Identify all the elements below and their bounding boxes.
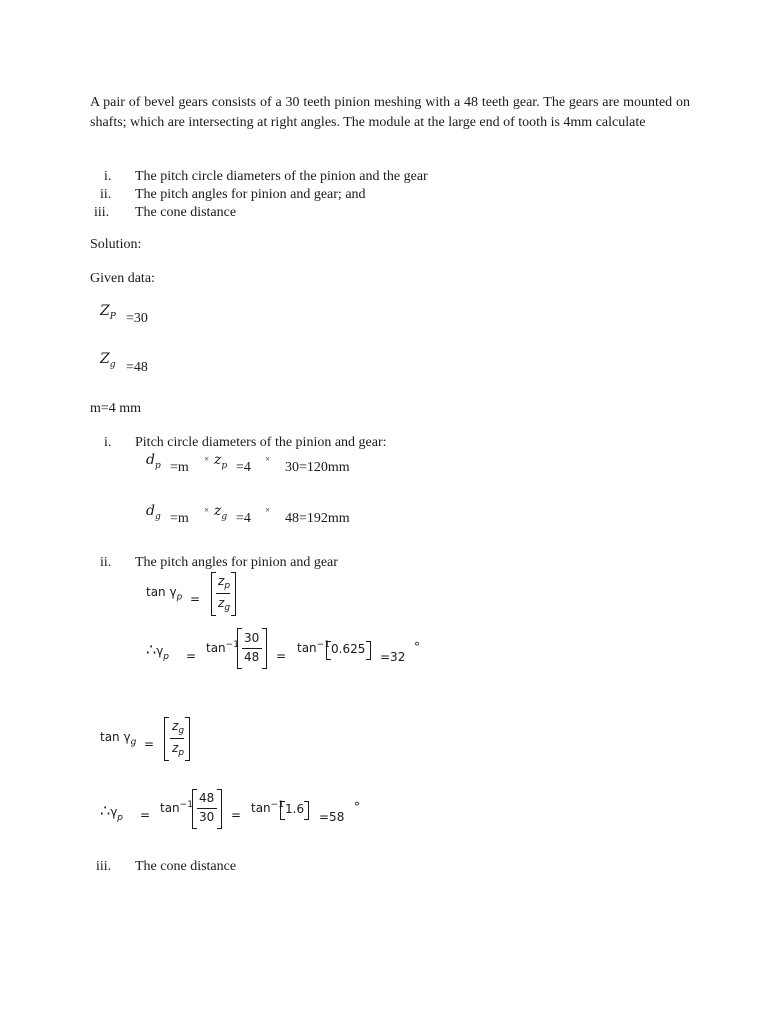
therefore-gamma-p: $\therefore\gamma_p$ bbox=[146, 640, 170, 662]
fraction-line bbox=[242, 648, 262, 649]
given-label: Given data: bbox=[90, 271, 155, 286]
module-value: m=4 mm bbox=[90, 401, 142, 416]
tan-inv-4: $\tan^{-1}$ bbox=[251, 800, 284, 815]
bracket-value-2: 1.6 bbox=[285, 802, 305, 816]
dg-times: × bbox=[204, 505, 210, 515]
frac-zp-num: $z_p$ bbox=[218, 574, 231, 591]
dp-times2: × bbox=[265, 454, 271, 464]
fraction-line bbox=[216, 593, 230, 594]
dp-eq2: =4 bbox=[236, 460, 251, 475]
left-bracket bbox=[211, 572, 216, 616]
therefore-gamma-p-2: $\therefore\gamma_p$ bbox=[100, 801, 124, 823]
part1-number: i. bbox=[104, 435, 112, 450]
dp-eq: =m bbox=[170, 460, 189, 475]
dp-symbol: $d_p$ bbox=[146, 452, 161, 471]
frac2-numerator: 48 bbox=[199, 791, 215, 805]
eq-6: = bbox=[231, 808, 242, 822]
result-gamma-g: =58 bbox=[319, 810, 345, 824]
dp-times: × bbox=[204, 454, 210, 464]
list-number-2: ii. bbox=[100, 187, 112, 202]
eq-4: = bbox=[144, 737, 155, 751]
frac-zg-num: $z_g$ bbox=[172, 719, 185, 736]
zp-value: =30 bbox=[126, 311, 148, 326]
dg-eq: =m bbox=[170, 511, 189, 526]
tan-inv-1: $\tan^{-1}$ bbox=[206, 640, 239, 655]
right-bracket bbox=[185, 717, 190, 761]
degree-symbol: ° bbox=[414, 640, 420, 654]
dp-result: 30=120mm bbox=[285, 460, 350, 475]
eq-3: = bbox=[276, 649, 287, 663]
part2-title: The pitch angles for pinion and gear bbox=[135, 555, 338, 570]
eq-1: = bbox=[190, 592, 201, 606]
left-bracket bbox=[164, 717, 169, 761]
zp-subscript: P bbox=[109, 311, 116, 322]
tan-inv-2: $\tan^{-1}$ bbox=[297, 640, 330, 655]
tan-inv-3: $\tan^{-1}$ bbox=[160, 800, 193, 815]
result-gamma-p: =32 bbox=[380, 650, 406, 664]
left-bracket bbox=[192, 789, 197, 829]
dg-symbol: $d_g$ bbox=[146, 503, 161, 522]
part2-number: ii. bbox=[100, 555, 112, 570]
part3-title: The cone distance bbox=[135, 859, 237, 874]
eq-2: = bbox=[186, 649, 197, 663]
right-bracket bbox=[304, 801, 309, 820]
given-zp bbox=[100, 303, 116, 322]
dg-times2: × bbox=[265, 505, 271, 515]
tan-gamma-p-label: $\tan \gamma_p$ bbox=[146, 585, 183, 603]
fraction-line bbox=[197, 808, 217, 809]
frac-zg-den: $z_g$ bbox=[218, 596, 231, 613]
given-zg bbox=[100, 351, 116, 370]
dg-z: $z_g$ bbox=[214, 503, 228, 522]
solution-label: Solution: bbox=[90, 237, 142, 252]
right-bracket bbox=[366, 641, 371, 660]
list-item-3: The cone distance bbox=[135, 205, 237, 220]
dg-eq2: =4 bbox=[236, 511, 251, 526]
right-bracket bbox=[231, 572, 236, 616]
zg-symbol: Z bbox=[100, 351, 110, 367]
frac-zp-den: $z_p$ bbox=[172, 741, 185, 758]
tan-gamma-g-label: $\tan \gamma_g$ bbox=[100, 730, 137, 748]
list-item-1: The pitch circle diameters of the pinion and the gear bbox=[135, 169, 428, 184]
zp-symbol: Z bbox=[100, 303, 110, 319]
list-number-1: i. bbox=[104, 169, 112, 184]
frac1-denominator: 48 bbox=[244, 650, 260, 664]
frac2-denominator: 30 bbox=[199, 810, 215, 824]
part1-title: Pitch circle diameters of the pinion and gear: bbox=[135, 435, 387, 450]
dp-z: $z_p$ bbox=[214, 452, 228, 471]
list-item-2: The pitch angles for pinion and gear; and bbox=[135, 187, 366, 202]
part3-number: iii. bbox=[96, 859, 112, 874]
list-number-3: iii. bbox=[94, 205, 110, 220]
right-bracket bbox=[262, 628, 267, 669]
problem-statement: A pair of bevel gears consists of a 30 teeth pinion meshing with a 48 teeth gear. The gears are mounted on shafts; which are intersecting at right angles. The module at the large end of tooth is 4mm calculate bbox=[90, 95, 690, 130]
bracket-value-1: 0.625 bbox=[331, 642, 366, 656]
zg-subscript: g bbox=[109, 359, 116, 370]
degree-symbol: ° bbox=[354, 800, 360, 814]
eq-5: = bbox=[140, 808, 151, 822]
dg-result: 48=192mm bbox=[285, 511, 350, 526]
fraction-line bbox=[170, 738, 184, 739]
right-bracket bbox=[217, 789, 222, 829]
zg-value: =48 bbox=[126, 360, 148, 375]
frac1-numerator: 30 bbox=[244, 631, 260, 645]
